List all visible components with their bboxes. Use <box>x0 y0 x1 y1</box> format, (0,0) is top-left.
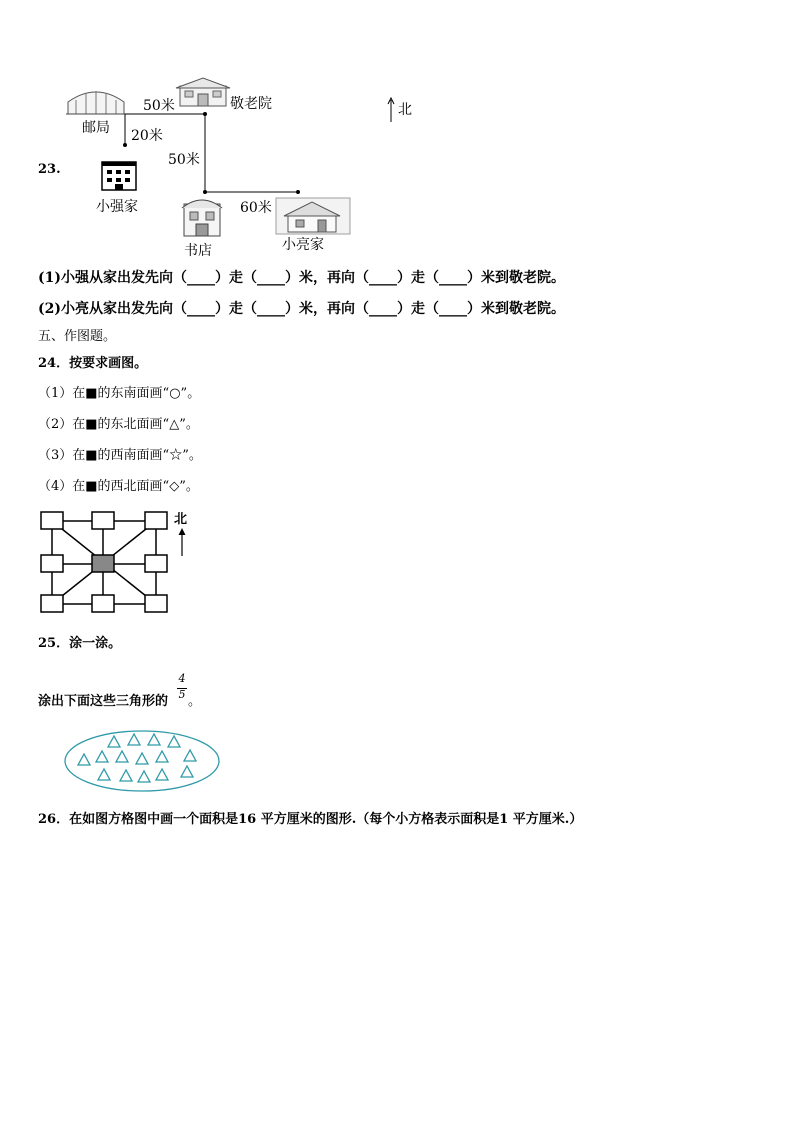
distance-label-bookstore-right: 60米 <box>240 200 272 216</box>
q23-number: 23. <box>38 162 61 177</box>
triangle[interactable] <box>168 736 180 747</box>
nursing-home-label: 敬老院 <box>230 96 272 112</box>
q23-line1: (1)小强从家出发先向（____）走（____）米，再向（____）走（____）米到敬老院。 <box>38 270 565 286</box>
bookstore-icon <box>180 196 224 238</box>
triangle[interactable] <box>138 771 150 782</box>
center-square <box>92 555 114 572</box>
xiaoliang-home-icon <box>276 198 350 234</box>
fraction-numerator: 4 <box>178 672 186 685</box>
xiaoqiang-home-label: 小强家 <box>96 199 138 215</box>
triangle[interactable] <box>116 751 128 762</box>
triangle[interactable] <box>96 751 108 762</box>
triangle[interactable] <box>181 766 193 777</box>
q24-north-arrow-icon <box>177 528 187 558</box>
fraction-denominator: 5 <box>178 688 186 701</box>
q24-item-2: （2）在■的东北面画“△”。 <box>38 417 199 432</box>
triangle[interactable] <box>156 769 168 780</box>
distance-label-post-nursing: 50米 <box>143 98 175 114</box>
north-label: 北 <box>398 102 412 118</box>
q24-grid-diagram <box>38 508 178 618</box>
triangle[interactable] <box>148 734 160 745</box>
triangle[interactable] <box>156 751 168 762</box>
xiaoliang-home-label: 小亮家 <box>282 237 324 253</box>
triangle[interactable] <box>136 753 148 764</box>
triangle[interactable] <box>78 754 90 765</box>
q25-triangle-set <box>64 730 224 794</box>
q24-north-label: 北 <box>174 512 188 527</box>
xiaoqiang-home-icon <box>100 160 138 192</box>
distance-label-nursing-down: 50米 <box>168 152 200 168</box>
triangle[interactable] <box>120 770 132 781</box>
q24-item-1: （1）在■的东南面画“○”。 <box>38 386 201 401</box>
route-lines <box>0 0 794 300</box>
section-title: 五、作图题。 <box>38 329 117 344</box>
bookstore-label: 书店 <box>184 243 212 259</box>
q24-title: 24．按要求画图。 <box>38 356 148 371</box>
post-office-label: 邮局 <box>82 120 110 136</box>
q23-line2: (2)小亮从家出发先向（____）走（____）米，再向（____）走（____）米到敬老院。 <box>38 301 565 317</box>
q24-item-4: （4）在■的西北面画“◇”。 <box>38 479 199 494</box>
q24-item-3: （3）在■的西南面画“☆”。 <box>38 448 202 463</box>
triangle[interactable] <box>108 736 120 747</box>
q25-end: 。 <box>188 694 202 709</box>
triangle[interactable] <box>98 769 110 780</box>
q26-text: 26．在如图方格图中画一个面积是16 平方厘米的图形.（每个小方格表示面积是1 平方厘米.） <box>38 812 583 827</box>
q25-prompt: 涂出下面这些三角形的 <box>38 694 169 709</box>
q25-fraction <box>176 673 188 701</box>
q25-title: 25．涂一涂。 <box>38 636 122 651</box>
triangle[interactable] <box>184 750 196 761</box>
distance-label-post-down: 20米 <box>131 128 163 144</box>
triangle[interactable] <box>128 734 140 745</box>
